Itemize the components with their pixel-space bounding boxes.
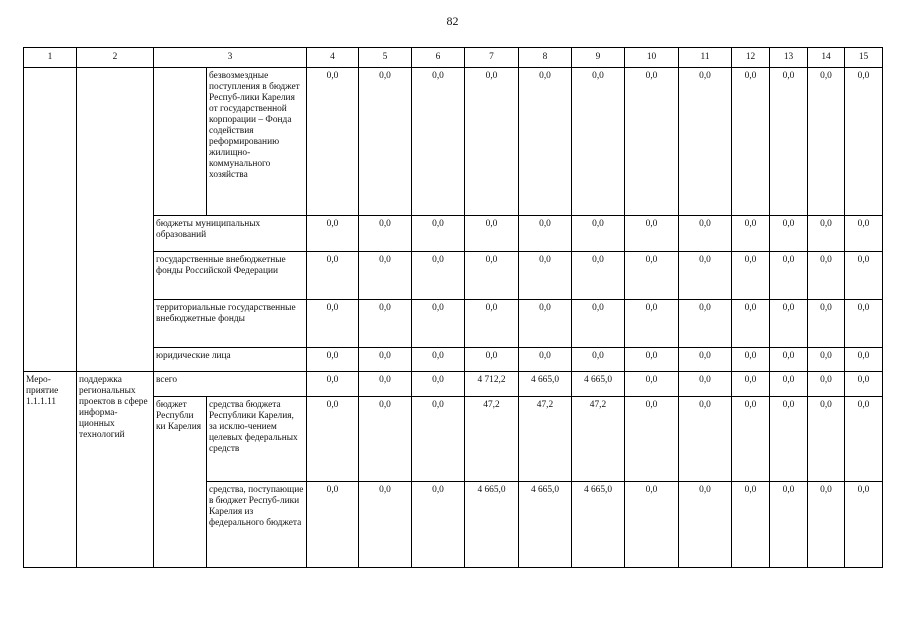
value-cell: 0,0 xyxy=(412,68,465,216)
value-cell: 0,0 xyxy=(732,252,770,300)
value-cell: 0,0 xyxy=(572,68,625,216)
column-header: 9 xyxy=(572,48,625,68)
value-cell: 0,0 xyxy=(625,372,679,397)
page-number: 82 xyxy=(446,14,459,28)
column-number-row xyxy=(24,48,883,68)
value-cell: 4 712,2 xyxy=(465,372,519,397)
value-cell: 0,0 xyxy=(359,300,412,348)
row-label: всего xyxy=(154,372,307,397)
value-cell: 0,0 xyxy=(808,68,845,216)
column-header: 5 xyxy=(359,48,412,68)
column-header: 4 xyxy=(307,48,359,68)
row-label: бюджеты муниципальных образований xyxy=(154,216,307,252)
value-cell: 0,0 xyxy=(412,300,465,348)
value-cell: 0,0 xyxy=(770,482,808,568)
value-cell: 0,0 xyxy=(307,300,359,348)
table-row xyxy=(24,372,883,397)
value-cell: 0,0 xyxy=(307,372,359,397)
value-cell: 47,2 xyxy=(519,397,572,482)
value-cell: 0,0 xyxy=(845,252,883,300)
value-cell: 0,0 xyxy=(732,372,770,397)
value-cell: 0,0 xyxy=(808,300,845,348)
value-cell: 0,0 xyxy=(307,397,359,482)
value-cell: 0,0 xyxy=(732,300,770,348)
value-cell: 0,0 xyxy=(808,482,845,568)
value-cell: 0,0 xyxy=(770,68,808,216)
value-cell: 0,0 xyxy=(412,216,465,252)
value-cell: 0,0 xyxy=(732,482,770,568)
column-header: 6 xyxy=(412,48,465,68)
value-cell: 0,0 xyxy=(307,482,359,568)
value-cell: 0,0 xyxy=(412,372,465,397)
value-cell: 0,0 xyxy=(845,372,883,397)
value-cell: 0,0 xyxy=(359,397,412,482)
value-cell: 0,0 xyxy=(679,482,732,568)
value-cell: 0,0 xyxy=(845,68,883,216)
value-cell: 0,0 xyxy=(412,482,465,568)
value-cell: 0,0 xyxy=(307,348,359,372)
value-cell: 0,0 xyxy=(307,68,359,216)
column-header: 1 xyxy=(24,48,77,68)
value-cell: 0,0 xyxy=(679,68,732,216)
value-cell: 0,0 xyxy=(808,348,845,372)
measure-name: поддержка региональных проектов в сфере информа-ционных технологий xyxy=(77,372,154,568)
row-label: государственные внебюджетные фонды Российской Федерации xyxy=(154,252,307,300)
table-row xyxy=(24,68,883,216)
budget-table xyxy=(23,47,883,568)
value-cell: 4 665,0 xyxy=(572,372,625,397)
value-cell: 0,0 xyxy=(465,300,519,348)
value-cell: 0,0 xyxy=(359,216,412,252)
value-cell: 0,0 xyxy=(679,397,732,482)
value-cell: 0,0 xyxy=(465,216,519,252)
value-cell: 0,0 xyxy=(412,252,465,300)
value-cell: 0,0 xyxy=(808,397,845,482)
value-cell: 0,0 xyxy=(679,216,732,252)
value-cell: 0,0 xyxy=(519,216,572,252)
value-cell: 0,0 xyxy=(845,348,883,372)
value-cell: 0,0 xyxy=(732,348,770,372)
column-header: 10 xyxy=(625,48,679,68)
value-cell: 47,2 xyxy=(572,397,625,482)
value-cell: 0,0 xyxy=(519,68,572,216)
column-header: 15 xyxy=(845,48,883,68)
value-cell: 0,0 xyxy=(519,252,572,300)
value-cell: 4 665,0 xyxy=(465,482,519,568)
row-label: средства, поступающие в бюджет Респуб-лики Карелия из федерального бюджета xyxy=(207,482,307,568)
value-cell: 0,0 xyxy=(845,216,883,252)
empty-cell xyxy=(24,68,77,372)
value-cell: 0,0 xyxy=(412,348,465,372)
empty-cell xyxy=(77,68,154,372)
value-cell: 4 665,0 xyxy=(519,482,572,568)
value-cell: 0,0 xyxy=(679,348,732,372)
value-cell: 0,0 xyxy=(625,482,679,568)
column-header: 3 xyxy=(154,48,307,68)
value-cell: 0,0 xyxy=(845,300,883,348)
column-header: 12 xyxy=(732,48,770,68)
value-cell: 0,0 xyxy=(465,348,519,372)
value-cell: 0,0 xyxy=(679,300,732,348)
value-cell: 0,0 xyxy=(770,372,808,397)
value-cell: 0,0 xyxy=(625,216,679,252)
value-cell: 0,0 xyxy=(625,252,679,300)
value-cell: 0,0 xyxy=(770,300,808,348)
value-cell: 0,0 xyxy=(572,252,625,300)
column-header: 14 xyxy=(808,48,845,68)
value-cell: 0,0 xyxy=(572,348,625,372)
column-header: 7 xyxy=(465,48,519,68)
row-label: средства бюджета Республики Карелия, за исклю-чением целевых федеральных средств xyxy=(207,397,307,482)
row-label: территориальные государственные внебюджетные фонды xyxy=(154,300,307,348)
column-header: 11 xyxy=(679,48,732,68)
value-cell: 0,0 xyxy=(679,372,732,397)
value-cell: 0,0 xyxy=(770,252,808,300)
value-cell: 0,0 xyxy=(808,372,845,397)
value-cell: 0,0 xyxy=(845,482,883,568)
row-label: юридические лица xyxy=(154,348,307,372)
column-header: 2 xyxy=(77,48,154,68)
row-label: безвозмездные поступления в бюджет Респуб-лики Карелия от государственной корпорации – Фонда содействия реформированию жилищно-коммунального хозяйства xyxy=(207,68,307,216)
value-cell: 0,0 xyxy=(679,252,732,300)
value-cell: 47,2 xyxy=(465,397,519,482)
value-cell: 0,0 xyxy=(572,216,625,252)
value-cell: 0,0 xyxy=(359,68,412,216)
value-cell: 0,0 xyxy=(572,300,625,348)
value-cell: 0,0 xyxy=(770,216,808,252)
column-header: 13 xyxy=(770,48,808,68)
value-cell: 4 665,0 xyxy=(572,482,625,568)
value-cell: 0,0 xyxy=(808,252,845,300)
value-cell: 0,0 xyxy=(465,252,519,300)
value-cell: 0,0 xyxy=(732,216,770,252)
value-cell: 0,0 xyxy=(845,397,883,482)
value-cell: 0,0 xyxy=(307,252,359,300)
value-cell: 0,0 xyxy=(625,397,679,482)
value-cell: 0,0 xyxy=(625,68,679,216)
value-cell: 0,0 xyxy=(359,348,412,372)
value-cell: 0,0 xyxy=(732,68,770,216)
value-cell: 0,0 xyxy=(770,348,808,372)
value-cell: 0,0 xyxy=(359,372,412,397)
column-header: 8 xyxy=(519,48,572,68)
value-cell: 0,0 xyxy=(412,397,465,482)
value-cell: 0,0 xyxy=(359,252,412,300)
value-cell: 0,0 xyxy=(625,348,679,372)
measure-code: Меро-приятие 1.1.1.11 xyxy=(24,372,77,568)
value-cell: 0,0 xyxy=(732,397,770,482)
value-cell: 0,0 xyxy=(625,300,679,348)
value-cell: 0,0 xyxy=(465,68,519,216)
value-cell: 4 665,0 xyxy=(519,372,572,397)
value-cell: 0,0 xyxy=(519,348,572,372)
value-cell: 0,0 xyxy=(359,482,412,568)
value-cell: 0,0 xyxy=(519,300,572,348)
value-cell: 0,0 xyxy=(808,216,845,252)
value-cell: 0,0 xyxy=(770,397,808,482)
value-cell: 0,0 xyxy=(307,216,359,252)
empty-cell xyxy=(154,68,207,216)
budget-label: бюджет Республи ки Карелия xyxy=(154,397,207,568)
